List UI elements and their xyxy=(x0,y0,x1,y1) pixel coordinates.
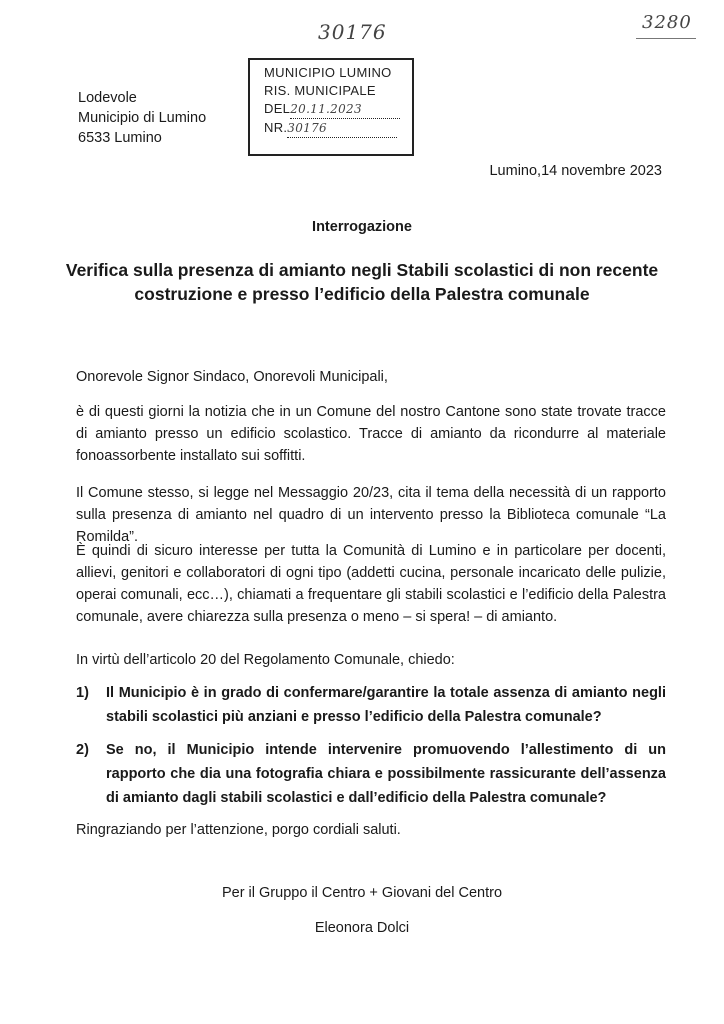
body-paragraph: è di questi giorni la notizia che in un Comune del nostro Cantone sono state trovate tracce di amianto presso un edificio scolastico. Tracce di amianto da ricondurre al materiale fonoassorbente installato sui soffitti. xyxy=(76,404,666,464)
stamp-nr-label: NR. xyxy=(264,120,288,135)
handwritten-reference-number: 3280 xyxy=(642,12,692,33)
stamp-number-row xyxy=(264,119,404,138)
address-line: Municipio di Lumino xyxy=(78,110,207,126)
question-text: Il Municipio è in grado di confermare/garantire la totale assenza di amianto negli stabili scolastici più anziani e presso l’edificio della Palestra comunale? xyxy=(106,685,666,725)
question-item xyxy=(76,738,666,810)
address-line: Lodevole xyxy=(78,90,137,106)
body-paragraph: Il Comune stesso, si legge nel Messaggio 20/23, cita il tema della necessità di un rapporto sulla presenza di amianto nel quadro di un intervento presso la Biblioteca comunale “La Romilda”. xyxy=(76,485,666,545)
stamp-del-value: 20.11.2023 xyxy=(290,100,400,119)
signature-group: Per il Gruppo il Centro + Giovani del Centro xyxy=(221,885,503,901)
question-text: Se no, il Municipio intende intervenire promuovendo l’allestimento di un rapporto che dia una fotografia chiara e possibilmente rassicurante dell’assenza di amianto dagli stabili scolastici e dall’edificio della Palestra comunale? xyxy=(106,742,666,806)
stamp-line: MUNICIPIO LUMINO xyxy=(264,65,392,80)
recipient-address xyxy=(78,88,206,148)
body-paragraph: È quindi di sicuro interesse per tutta la Comunità di Lumino e in particolare per docenti, allievi, genitori e collaboratori di ogni tipo (addetti cucina, personale incaricato delle pulizie, operai comunali, ecc…), chiamati a frequentare gli stabili scolastici e l’edificio della Palestra comunale, avere chiarezza sulla presenza o meno – si spera! – di amianto. xyxy=(76,543,666,625)
stamp-del-label: DEL xyxy=(264,101,291,116)
letter-date: Lumino,14 novembre 2023 xyxy=(489,163,662,179)
address-line: 6533 Lumino xyxy=(78,130,162,146)
question-number: 1) xyxy=(76,685,89,701)
signature-name: Eleonora Dolci xyxy=(314,920,410,936)
document-title: Verifica sulla presenza di amianto negli Stabili scolastici di non recente costruzione e presso l’edificio della Palestra comunale xyxy=(65,260,659,304)
stamp-line: RIS. MUNICIPALE xyxy=(264,83,376,98)
body-paragraph: In virtù dell’articolo 20 del Regolamento Comunale, chiedo: xyxy=(76,652,455,668)
question-item xyxy=(76,681,666,729)
document-type-heading: Interrogazione xyxy=(312,219,412,235)
stamp-date-row xyxy=(264,100,404,119)
handwritten-underline xyxy=(636,38,696,39)
salutation: Onorevole Signor Sindaco, Onorevoli Municipali, xyxy=(76,369,388,385)
reception-stamp xyxy=(248,58,414,156)
question-number: 2) xyxy=(76,742,89,758)
closing-line: Ringraziando per l’attenzione, porgo cordiali saluti. xyxy=(76,822,401,838)
stamp-nr-value: 30176 xyxy=(287,119,397,138)
handwritten-protocol-number: 30176 xyxy=(318,20,387,44)
